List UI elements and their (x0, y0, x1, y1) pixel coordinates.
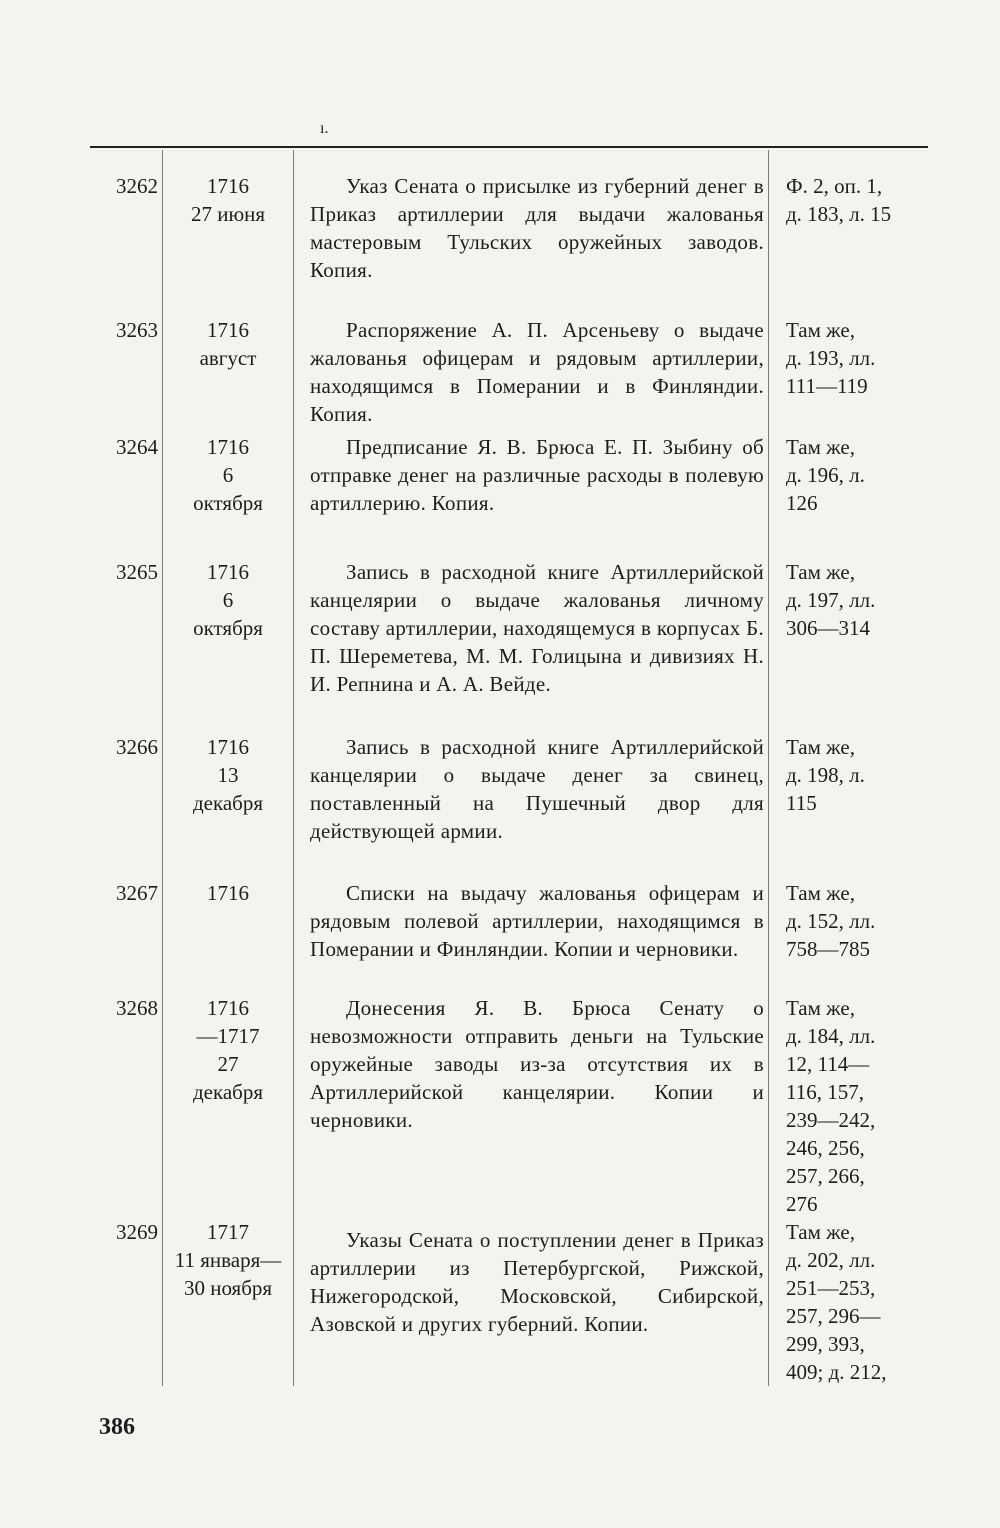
entry-number: 3263 (116, 318, 158, 342)
entry-date-line: 1717 (207, 1220, 249, 1244)
entry-archive-reference (786, 1218, 932, 1386)
entry-ref-line: Ф. 2, оп. 1, (786, 174, 883, 198)
entry-date (170, 316, 286, 372)
entry-ref-line: 126 (786, 491, 818, 515)
entry-date-line: декабря (192, 791, 264, 815)
entry-description: Списки на выдачу жалованья офицерам и рядовым полевой артиллерии, находящимся в Померании и Финляндии. Копии и черновики. (310, 881, 764, 961)
entry-ref-line: д. 198, л. (786, 763, 865, 787)
entry-description: Запись в расходной книге Артиллерийской канцелярии о выдаче жалованья личному составу артиллерии, находящемуся в корпусах Б. П. Шереметева, М. М. Голицына и дивизиях Н. И. Репнина и А. А. Вейде. (310, 560, 764, 696)
entry-ref-line: 115 (786, 791, 817, 815)
entry-date-line: 27 (217, 1052, 239, 1076)
entry-date-line: —1717 (196, 1024, 260, 1048)
entry-ref-line: 306—314 (786, 616, 870, 640)
entry-date (170, 994, 286, 1106)
entry-ref-line: Там же, (786, 996, 855, 1020)
entry-date-line: 27 июня (190, 202, 266, 226)
column-divider-text (768, 150, 769, 1386)
entry-ref-line: 251—253, (786, 1276, 876, 1300)
entry-archive-reference (786, 433, 932, 517)
entry-number: 3264 (116, 435, 158, 459)
entry-date-line: 30 ноября (183, 1276, 273, 1300)
entry-ref-line: д. 152, лл. (786, 909, 876, 933)
entry-ref-line: д. 202, лл. (786, 1248, 876, 1272)
entry-number: 3267 (116, 881, 158, 905)
entry-date-line: 1716 (207, 996, 249, 1020)
column-divider-date (293, 150, 294, 1386)
entry-ref-line: 257, 296— (786, 1304, 881, 1328)
entry-description: Указ Сената о присылке из губерний денег в Приказ артиллерии для выдачи жалованья мастеровым Тульских оружейных заводов. Копия. (310, 174, 764, 282)
entry-ref-line: 12, 114— (786, 1052, 870, 1076)
entry-date-line: декабря (192, 1080, 264, 1104)
entry-ref-line: 299, 393, (786, 1332, 865, 1356)
entry-date-line: октября (193, 616, 263, 640)
entry-date-line: 1716 (207, 435, 249, 459)
entry-date-line: август (199, 346, 257, 370)
entry-ref-line: д. 197, лл. (786, 588, 876, 612)
entry-archive-reference (786, 733, 932, 817)
entry-ref-line: 409; д. 212, (786, 1360, 887, 1384)
entry-ref-line: д. 193, лл. (786, 346, 876, 370)
entry-description: Распоряжение А. П. Арсеньеву о выдаче жалованья офицерам и рядовым артиллерии, находящимся в Померании и в Финляндии. Копия. (310, 318, 764, 426)
entry-ref-line: Там же, (786, 1220, 855, 1244)
entry-ref-line: 246, 256, (786, 1136, 865, 1160)
entry-description: Предписание Я. В. Брюса Е. П. Зыбину об отправке денег на различные расходы в полевую артиллерию. Копия. (310, 435, 764, 515)
entry-number: 3262 (116, 174, 158, 198)
entry-ref-line: д. 183, л. 15 (786, 202, 892, 226)
entry-archive-reference (786, 558, 932, 642)
column-divider-number (162, 150, 163, 1386)
page-number: 386 (99, 1414, 135, 1440)
entry-date (170, 558, 286, 642)
entry-number: 3265 (116, 560, 158, 584)
entry-archive-reference (786, 316, 932, 400)
entry-number: 3268 (116, 996, 158, 1020)
entry-date (170, 733, 286, 817)
entry-ref-line: д. 184, лл. (786, 1024, 876, 1048)
entry-date-line: 1716 (207, 174, 249, 198)
top-rule (90, 146, 928, 148)
entry-ref-line: Там же, (786, 435, 855, 459)
entry-archive-reference (786, 172, 932, 228)
entry-date (170, 172, 286, 228)
entry-ref-line: Там же, (786, 735, 855, 759)
entry-date-line: октября (193, 491, 263, 515)
entry-description: Запись в расходной книге Артиллерийской канцелярии о выдаче денег за свинец, поставленный на Пушечный двор для действующей армии. (310, 735, 764, 843)
entry-date-line: 1716 (207, 318, 249, 342)
entry-date-line: 1716 (207, 881, 249, 905)
entry-ref-line: 111—119 (786, 374, 868, 398)
entry-ref-line: д. 196, л. (786, 463, 865, 487)
entry-date-line: 6 (222, 463, 234, 487)
entry-date (170, 1218, 286, 1302)
entry-ref-line: Там же, (786, 560, 855, 584)
entry-ref-line: Там же, (786, 881, 855, 905)
entry-description: Донесения Я. В. Брюса Сенату о невозможности отправить деньги на Тульские оружейные заводы из-за отсутствия их в Артиллерийской канцелярии. Копии и черновики. (310, 996, 764, 1132)
header-mark: ı. (320, 120, 329, 137)
entry-number: 3269 (116, 1220, 158, 1244)
entry-date-line: 11 января— (174, 1248, 282, 1272)
entry-ref-line: 758—785 (786, 937, 870, 961)
entry-ref-line: 276 (786, 1192, 818, 1216)
entry-ref-line: 239—242, (786, 1108, 876, 1132)
entry-number: 3266 (116, 735, 158, 759)
entry-ref-line: 257, 266, (786, 1164, 865, 1188)
entry-description: Указы Сената о поступлении денег в Приказ артиллерии из Петербургской, Рижской, Нижегородской, Московской, Сибирской, Азовской и других губерний. Копии. (310, 1228, 764, 1336)
entry-archive-reference (786, 879, 932, 963)
entry-date-line: 6 (222, 588, 234, 612)
entry-ref-line: 116, 157, (786, 1080, 864, 1104)
entry-date-line: 1716 (207, 560, 249, 584)
entry-archive-reference (786, 994, 932, 1218)
entry-date-line: 1716 (207, 735, 249, 759)
entry-date (170, 433, 286, 517)
entry-date-line: 13 (217, 763, 239, 787)
entry-ref-line: Там же, (786, 318, 855, 342)
entry-date (170, 879, 286, 907)
